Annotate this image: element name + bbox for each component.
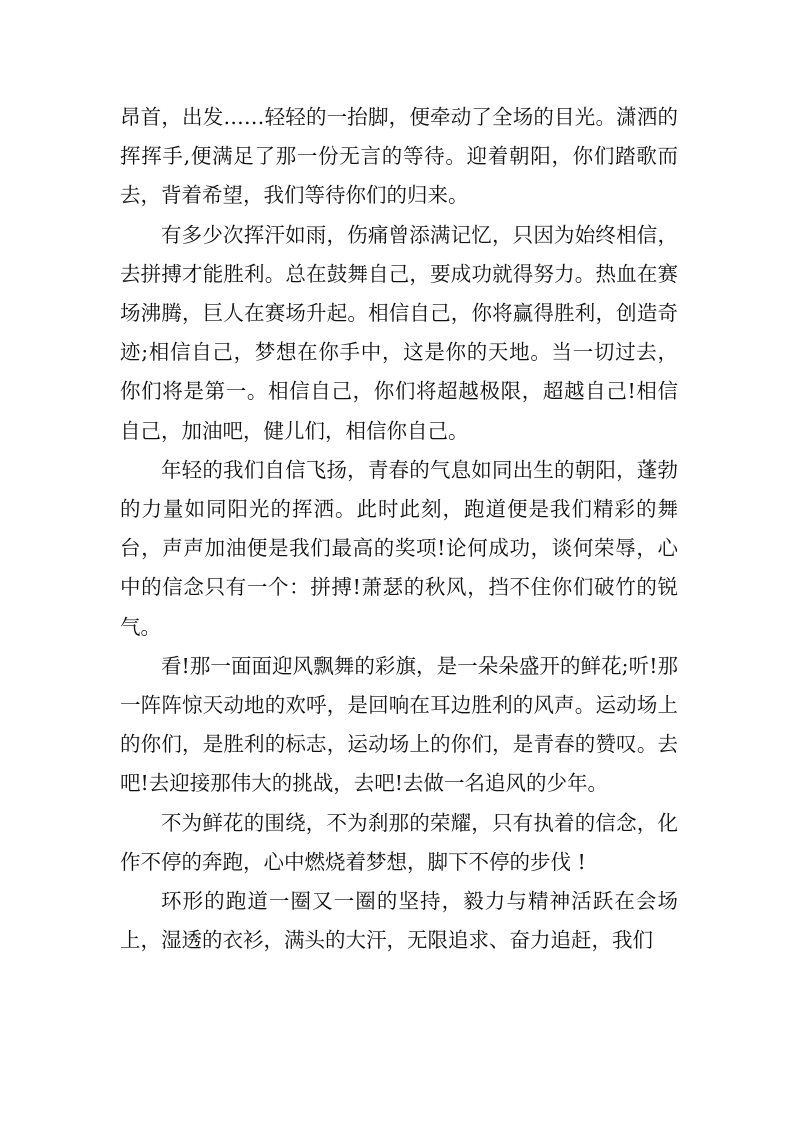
paragraph-5: 不为鲜花的围绕，不为刹那的荣耀，只有执着的信念，化作不停的奔跑，心中燃烧着梦想，脚下不停的步伐 !: [120, 810, 678, 874]
paragraph-1: 昂首，出发……轻轻的一抬脚，便牵动了全场的目光。潇洒的挥挥手,便满足了那一份无言的等待。迎着朝阳，你们踏歌而去，背着希望，我们等待你们的归来。: [120, 105, 678, 208]
paragraph-2: 有多少次挥汗如雨，伤痛曾添满记忆，只因为始终相信，去拼搏才能胜利。总在鼓舞自己，要成功就得努力。热血在赛场沸腾，巨人在赛场升起。相信自己，你将赢得胜利，创造奇迹;相信自己，梦想在你手中，这是你的天地。当一切过去，你们将是第一。相信自己，你们将超越极限，超越自己!相信自己，加油吧，健儿们，相信你自己。: [120, 222, 678, 443]
paragraph-4: 看!那一面面迎风飘舞的彩旗，是一朵朵盛开的鲜花;听!那一阵阵惊天动地的欢呼，是回响在耳边胜利的风声。运动场上的你们，是胜利的标志，运动场上的你们，是青春的赞叹。去吧!去迎接那伟大的挑战，去吧!去做一名追风的少年。: [120, 653, 678, 796]
paragraph-3: 年轻的我们自信飞扬，青春的气息如同出生的朝阳，蓬勃的力量如同阳光的挥洒。此时此刻，跑道便是我们精彩的舞台，声声加油便是我们最高的奖项!论何成功，谈何荣辱，心中的信念只有一个：拼搏!萧瑟的秋风，挡不住你们破竹的锐气。: [120, 457, 678, 639]
document-body: [120, 98, 678, 960]
paragraph-6: 环形的跑道一圈又一圈的坚持，毅力与精神活跃在会场上，湿透的衣衫，满头的大汗，无限追求、奋力追赶，我们: [120, 889, 678, 953]
